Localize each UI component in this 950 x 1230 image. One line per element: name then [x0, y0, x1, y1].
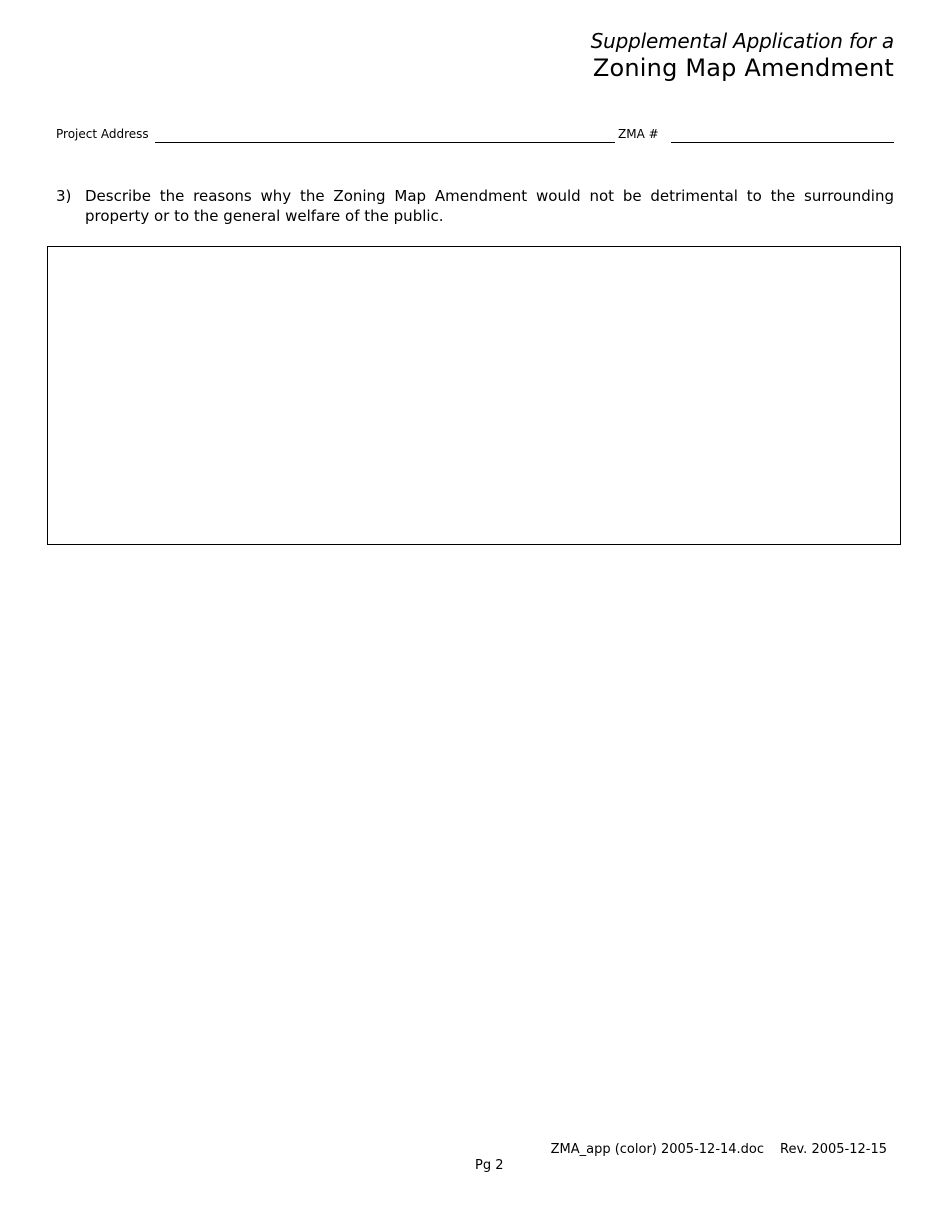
question-3 — [56, 186, 894, 226]
document-subtitle: Supplemental Application for a — [590, 29, 894, 53]
page-number: Pg 2 — [475, 1158, 504, 1173]
project-address-row — [56, 126, 894, 144]
zma-number-label: ZMA # — [618, 127, 659, 141]
zma-number-field[interactable] — [671, 126, 894, 143]
project-address-label: Project Address — [56, 127, 149, 141]
question-text: Describe the reasons why the Zoning Map Amendment would not be detrimental to the surrounding property or to the general welfare of the public. — [85, 187, 894, 225]
footer-file-info — [551, 1142, 887, 1157]
footer-filename: ZMA_app (color) 2005-12-14.doc — [550, 1142, 765, 1157]
question-number: 3) — [56, 187, 72, 205]
footer-revision: Rev. 2005-12-15 — [780, 1142, 887, 1157]
document-title: Zoning Map Amendment — [592, 54, 894, 82]
project-address-field[interactable] — [155, 126, 615, 143]
document-header — [591, 28, 894, 82]
answer-textarea[interactable] — [47, 246, 901, 545]
